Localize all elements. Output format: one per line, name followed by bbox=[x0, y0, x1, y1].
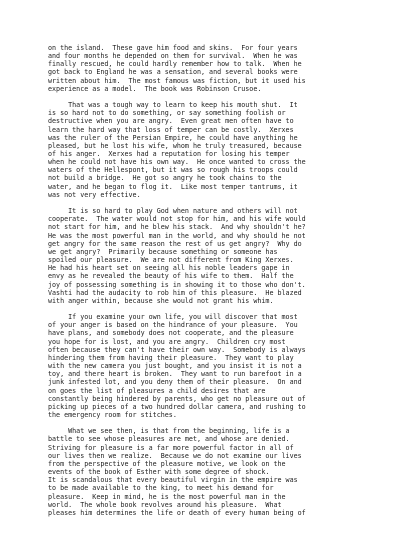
paragraph-2: That was a tough way to learn to keep his mouth shut. It is so hard not to do something, or say something foolish or destructive when you are angry. Even great men often have to learn the hard way that loss of temper can be costly. Xerxes was the ruler of the Persian Empire, he could have anything he pleased, but he lost his wife, whom he truly treasured, because of his anger. Xerxes had a reputation for losing his temper when he could not have his own way. He once wanted to cross the waters of the Hellespont, but it was so rough his troops could not build a bridge. He got so angry he took chains to the water, and he began to flog it. Like most temper tantrums, it was not very effective. bbox=[48, 101, 306, 199]
paragraph-spacer bbox=[48, 305, 384, 313]
paragraph-4: If you examine your own life, you will discover that most of your anger is based on the hindrance of your pleasure. You have plans, and somebody does not cooperate, and the pleasure you hope for is lost, and you are angry. Children cry most often because they can't have their own way. Somebody is always hindering them from having their pleasure. They want to play with the new camera you just bought, and you insist it is not a toy, and there heart is broken. They want to run barefoot in a junk infested lot, and you deny them of their pleasure. On and on goes the list of pleasures a child desires that are constantly being hindered by parents, who get no pleasure out of picking up pieces of a two hundred dollar camera, and rushing to the emergency room for stitches. bbox=[48, 313, 306, 419]
paragraph-spacer bbox=[48, 419, 384, 427]
paragraph-spacer bbox=[48, 93, 384, 101]
paragraph-3: It is so hard to play God when nature and others will not cooperate. The water would not stop for him, and his wife would not start for him, and he blew his stack. And why shouldn't he? He was the most powerful man in the world, and why should he not get angry for the same reason the rest of us get angry? Why do we get angry? Primarily because something or someone has spoiled our pleasure. We are not different from King Xerxes. He had his heart set on seeing all his noble leaders gape in envy as he revealed the beauty of his wife to them. Half the joy of possessing something is in showing it to those who don't. Vashti had the audacity to rob him of this pleasure. He blazed with anger within, because she would not grant his whim. bbox=[48, 207, 306, 305]
paragraph-1: on the island. These gave him food and skins. For four years and four months he depended on them for survival. When he was finally rescued, he could hardly remember how to talk. When he got back to England he was a sensation, and several books were written about him. The most famous was fiction, but it used his experience as a model. The book was Robinson Crusoe. bbox=[48, 44, 306, 93]
paragraph-5: What we see then, is that from the beginning, life is a battle to see whose pleasures are met, and whose are denied. Striving for pleasure is a far more powerful factor in all of our lives then we realize. Because we do not examine our lives from the perspective of the pleasure motive, we look on the events of the book of Esther with some degree of shock. It is scandalous that every beautiful virgin in the empire was to be made available to the king, to meet his demand for pleasure. Keep in mind, he is the most powerful man in the world. The whole book revolves around his pleasure. What pleases him determines the life or death of every human being of bbox=[48, 427, 306, 517]
paragraph-spacer bbox=[48, 199, 384, 207]
document-page bbox=[48, 44, 384, 538]
